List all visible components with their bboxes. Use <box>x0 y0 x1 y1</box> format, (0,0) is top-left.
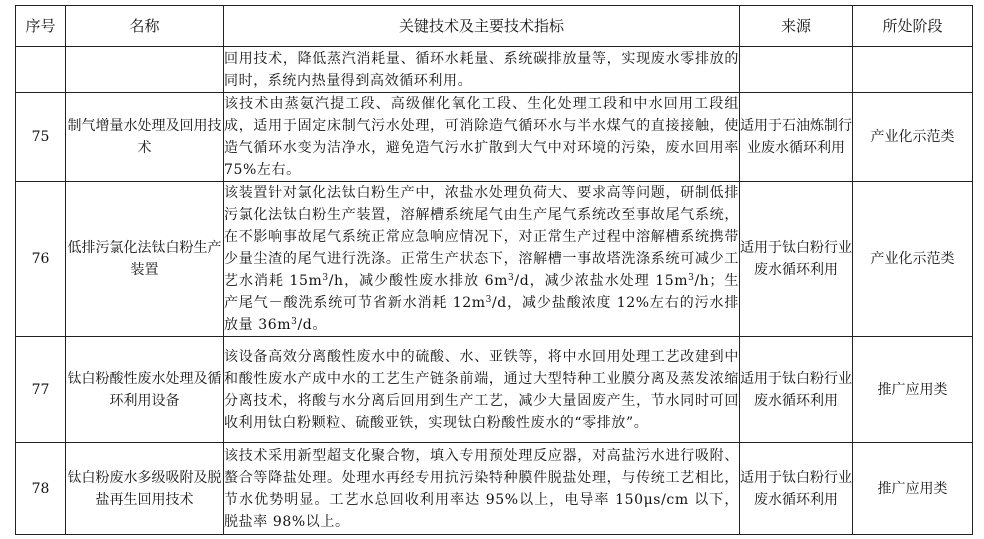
table-row <box>16 443 973 535</box>
row-index: 76 <box>16 182 66 337</box>
row-stage: 产业化示范类 <box>853 93 973 182</box>
row-description: 该技术采用新型超支化聚合物，填入专用预处理反应器，对高盐污水进行吸附、螯合等降盐处理。处理水再经专用抗污染特种膜件脱盐处理，与传统工艺相比，节水优势明显。工艺水总回收利用率达 95%以上，电导率 150μs/cm 以下，脱盐率 98%以上。 <box>224 443 740 535</box>
table-row <box>16 93 973 182</box>
row-description: 该装置针对氯化法钛白粉生产中，浓盐水处理负荷大、要求高等问题，研制低排污氯化法钛白粉生产装置，溶解槽系统尾气由生产尾气系统改至事故尾气系统，在不影响事故尾气系统正常应急响应情况下，对正常生产过程中溶解槽系统携带少量尘渣的尾气进行洗涤。正常生产状态下，溶解槽一事故塔洗涤系统可减少工艺水消耗 $15m^3/h$，减少酸性废水排放 $6m^3/d$，减少浓盐水处理 $15m^3/h$；生产尾气－酸洗系统可节省新水消耗 $12m^3/d$，减少盐酸浓度 12%左右的污水排放量 $36m^3/d$。 <box>224 182 740 337</box>
row-name <box>66 47 224 93</box>
row-name: 钛白粉废水多级吸附及脱盐再生回用技术 <box>66 443 224 535</box>
row-source: 适用于钛白粉行业废水循环利用 <box>740 443 853 535</box>
row-description: 该技术由蒸氨汽提工段、高级催化氧化工段、生化处理工段和中水回用工段组成，适用于固定床制气污水处理，可消除造气循环水与半水煤气的直接接触，使造气循环水变为洁净水，避免造气污水扩散到大气中对环境的污染，废水回用率 75%左右。 <box>224 93 740 182</box>
row-stage: 推广应用类 <box>853 337 973 443</box>
table-row <box>16 47 973 93</box>
row-source: 适用于石油炼制行业废水循环利用 <box>740 93 853 182</box>
row-name: 钛白粉酸性废水处理及循环利用设备 <box>66 337 224 443</box>
table-row <box>16 182 973 337</box>
header-row <box>16 6 973 47</box>
header-stage: 所处阶段 <box>853 6 973 47</box>
header-index: 序号 <box>16 6 66 47</box>
header-name: 名称 <box>66 6 224 47</box>
row-description: 该设备高效分离酸性废水中的硫酸、水、亚铁等，将中水回用处理工艺改建到中和酸性废水产成中水的工艺生产链条前端，通过大型特种工业膜分离及蒸发浓缩分离技术，将酸与水分离后回用到生产工艺，减少大量固废产生，节水同时可回收利用钛白粉颗粒、硫酸亚铁，实现钛白粉酸性废水的“零排放”。 <box>224 337 740 443</box>
row-index <box>16 47 66 93</box>
table-row <box>16 337 973 443</box>
row-name: 制气增量水处理及回用技术 <box>66 93 224 182</box>
row-index: 75 <box>16 93 66 182</box>
technology-table <box>15 5 973 535</box>
header-tech: 关键技术及主要技术指标 <box>224 6 740 47</box>
row-stage: 推广应用类 <box>853 443 973 535</box>
row-source: 适用于钛白粉行业废水循环利用 <box>740 337 853 443</box>
row-stage <box>853 47 973 93</box>
header-source: 来源 <box>740 6 853 47</box>
row-index: 78 <box>16 443 66 535</box>
row-description: 回用技术，降低蒸汽消耗量、循环水耗量、系统碳排放量等，实现废水零排放的同时，系统内热量得到高效循环利用。 <box>224 47 740 93</box>
row-name: 低排污氯化法钛白粉生产装置 <box>66 182 224 337</box>
row-source: 适用于钛白粉行业废水循环利用 <box>740 182 853 337</box>
row-source <box>740 47 853 93</box>
row-index: 77 <box>16 337 66 443</box>
row-stage: 产业化示范类 <box>853 182 973 337</box>
